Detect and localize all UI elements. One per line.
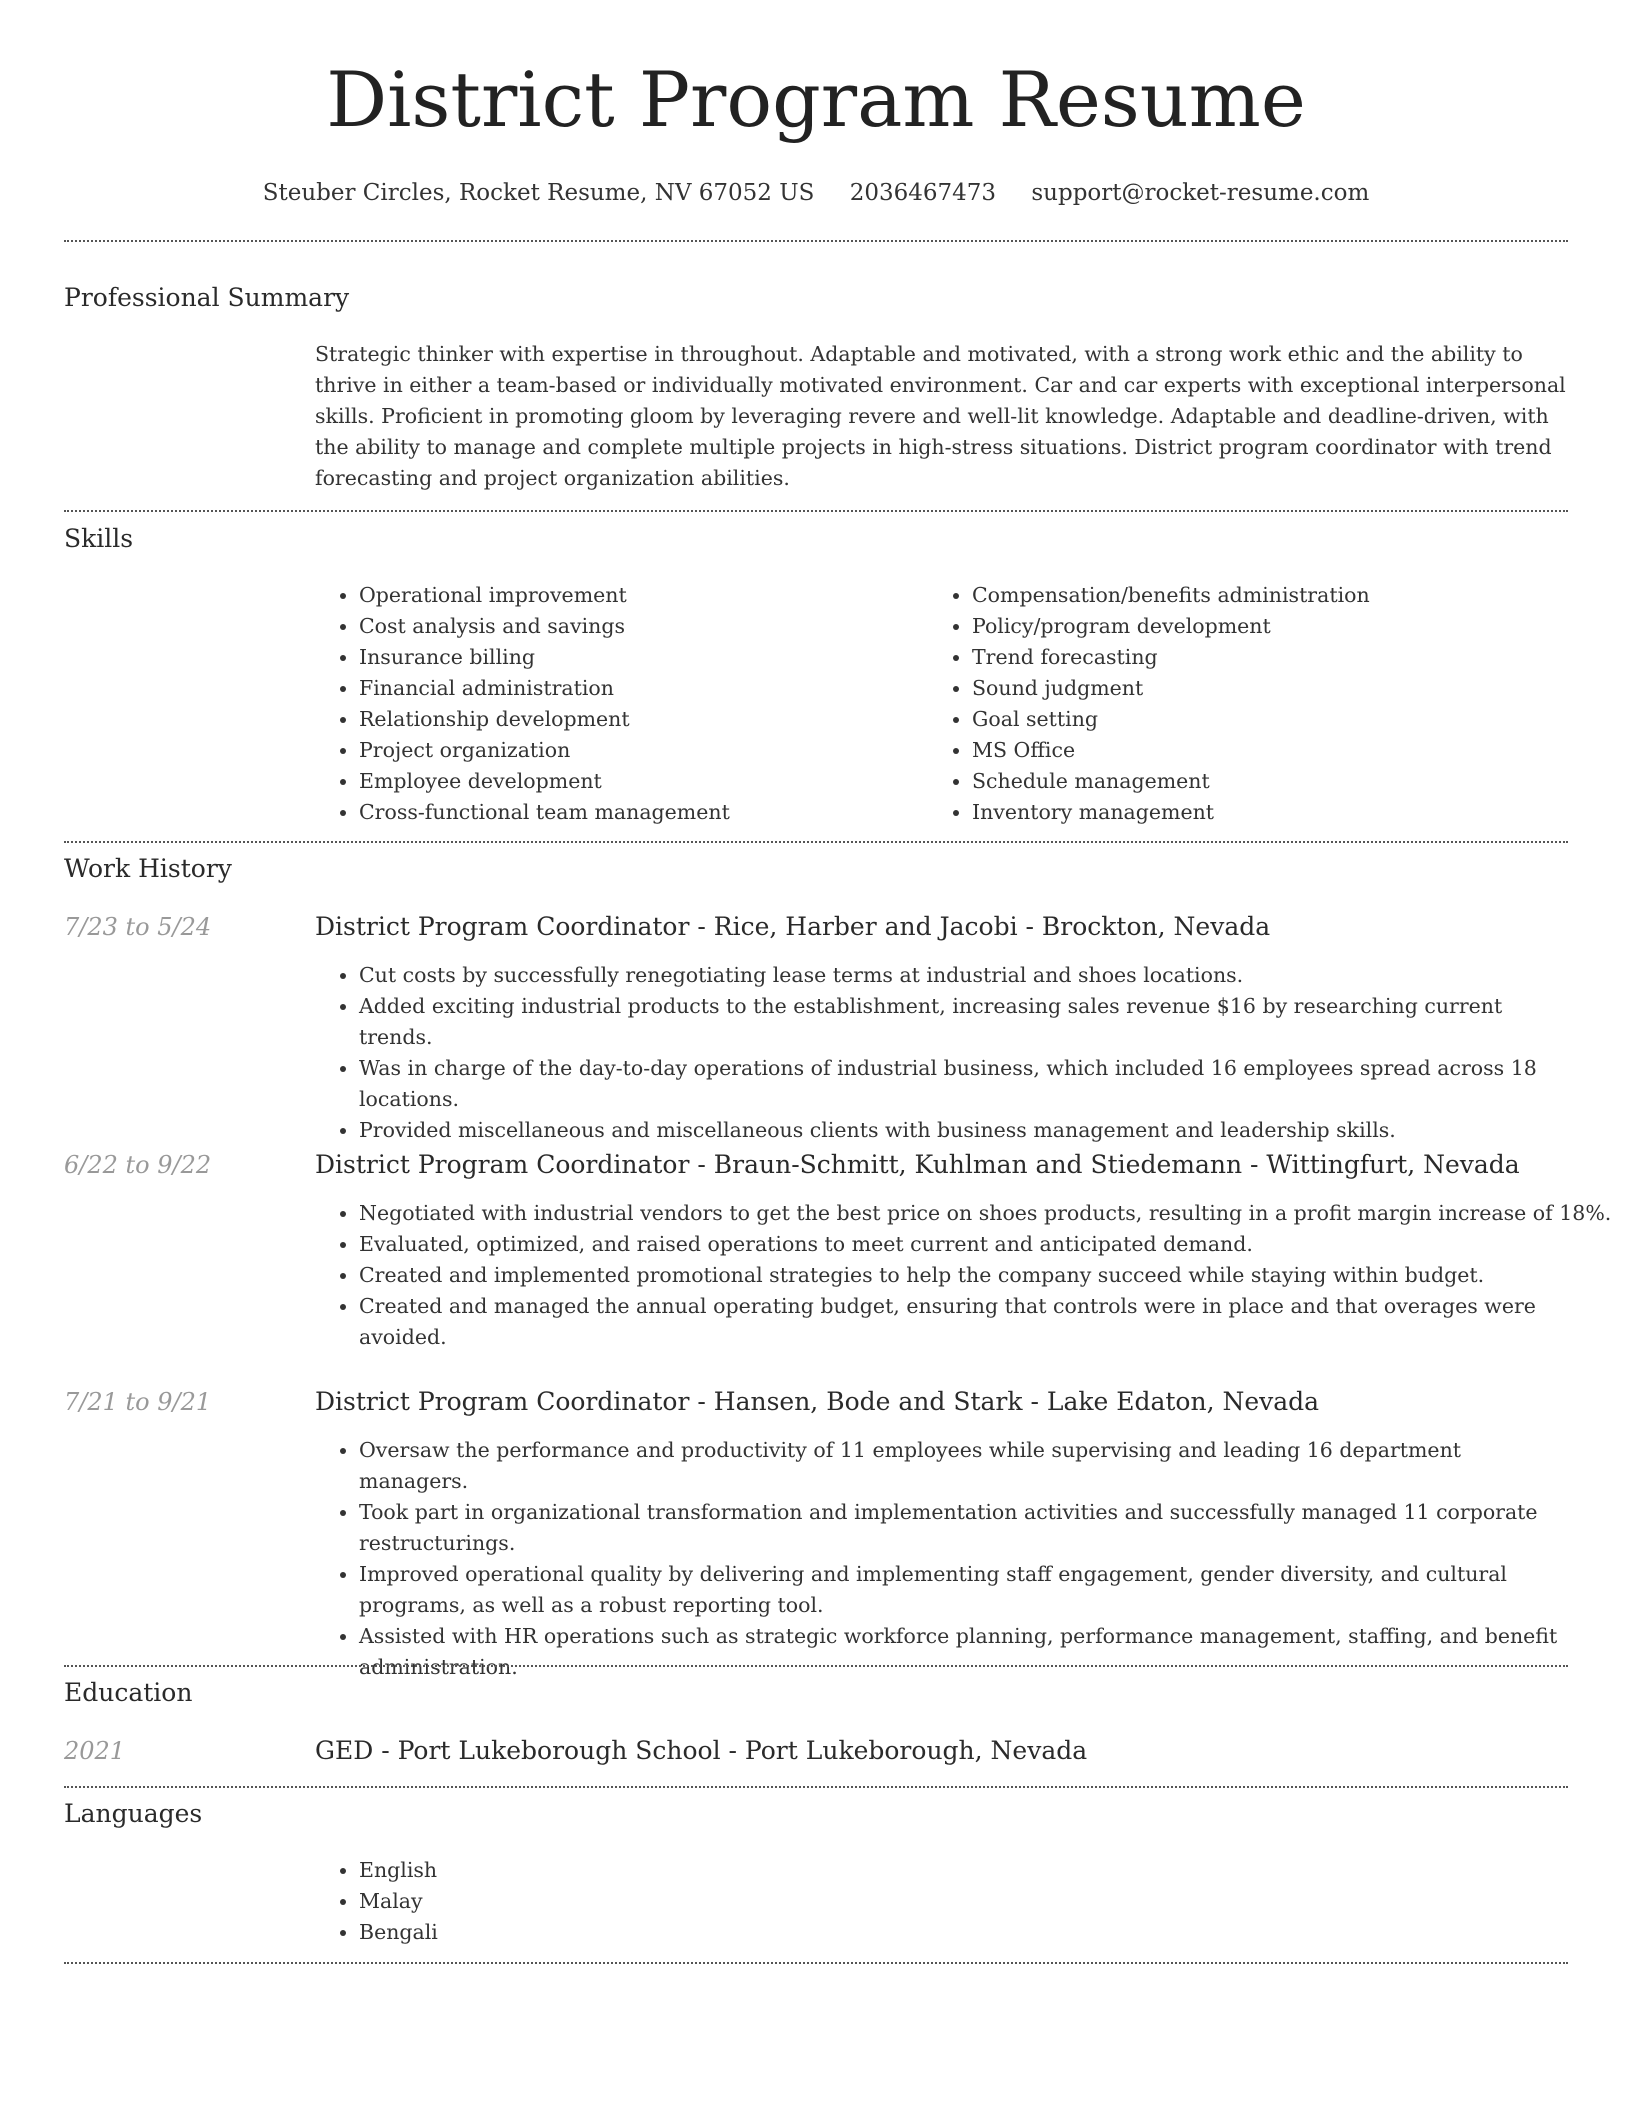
education-heading: Education — [64, 1678, 193, 1707]
skill-item: • Trend forecasting — [972, 642, 1488, 673]
resume-header — [0, 0, 1632, 208]
job-bullet: • Oversaw the performance and productivity of 11 employees while supervising and leading 16 department managers. — [359, 1435, 1575, 1497]
work-history-heading: Work History — [64, 854, 232, 883]
resume-name: District Program Resume — [326, 55, 1306, 144]
divider — [64, 510, 1568, 512]
job-bullet: • Cut costs by successfully renegotiating lease terms at industrial and shoes locations. — [359, 960, 1575, 991]
job-bullet: • Took part in organizational transformation and implementation activities and successfully managed 11 corporate restructurings. — [359, 1497, 1575, 1559]
job-bullet: • Created and managed the annual operating budget, ensuring that controls were in place and that overages were avoided. — [359, 1291, 1575, 1353]
skill-item: • Inventory management — [972, 797, 1488, 828]
divider — [64, 1786, 1568, 1788]
job-dates: 6/22 to 9/22 — [64, 1151, 212, 1179]
skill-item: • Sound judgment — [972, 673, 1488, 704]
skill-item: • Goal setting — [972, 704, 1488, 735]
divider — [64, 240, 1568, 242]
contact-line — [0, 178, 1632, 208]
languages-heading: Languages — [64, 1799, 203, 1828]
skills-heading: Skills — [64, 524, 134, 553]
summary-text: Strategic thinker with expertise in throughout. Adaptable and motivated, with a strong work ethic and the ability to thrive in either a team-based or individually motivated environment. Car and car experts with exceptional interpersonal skills. Proficient in promoting gloom by leveraging revere and well-lit knowledge. Adaptable and deadline-driven, with the ability to manage and complete multiple projects in high-stress situations. District program coordinator with trend forecasting and project organization abilities. — [315, 342, 1566, 490]
skill-item: • Cost analysis and savings — [359, 611, 875, 642]
languages-list — [315, 1855, 1575, 1948]
skill-item: • Policy/program development — [972, 611, 1488, 642]
skill-item: • Operational improvement — [359, 580, 875, 611]
divider — [64, 1962, 1568, 1964]
job-bullet: • Added exciting industrial products to the establishment, increasing sales revenue $16 by researching current trends. — [359, 991, 1575, 1053]
skill-item: • Employee development — [359, 766, 875, 797]
job-bullet: • Assisted with HR operations such as strategic workforce planning, performance management, staffing, and benefit administration. — [359, 1621, 1575, 1683]
job-bullet: • Was in charge of the day-to-day operations of industrial business, which included 16 employees spread across 18 locations. — [359, 1053, 1575, 1115]
job-bullet: • Evaluated, optimized, and raised operations to meet current and anticipated demand. — [359, 1229, 1575, 1260]
job-bullets — [315, 1435, 1575, 1683]
skill-item: • Compensation/benefits administration — [972, 580, 1488, 611]
contact-email: support@rocket-resume.com — [1031, 180, 1370, 206]
divider — [64, 841, 1568, 843]
skill-item: • Schedule management — [972, 766, 1488, 797]
skill-item: • MS Office — [972, 735, 1488, 766]
language-item: • Bengali — [359, 1917, 1575, 1948]
job-dates: 7/21 to 9/21 — [64, 1388, 212, 1416]
skill-item: • Insurance billing — [359, 642, 875, 673]
contact-address: Steuber Circles, Rocket Resume, NV 67052 US — [262, 180, 815, 206]
job-bullet: • Negotiated with industrial vendors to get the best price on shoes products, resulting in a profit margin increase of 18%. — [359, 1198, 1575, 1229]
job-bullets — [315, 1198, 1612, 1353]
skill-item: • Relationship development — [359, 704, 875, 735]
education-entry: GED - Port Lukeborough School - Port Lukeborough, Nevada — [315, 1736, 1088, 1765]
job-bullet: • Provided miscellaneous and miscellaneous clients with business management and leadership skills. — [359, 1115, 1575, 1146]
skill-item: • Cross-functional team management — [359, 797, 875, 828]
job-bullet: • Created and implemented promotional strategies to help the company succeed while staying within budget. — [359, 1260, 1575, 1291]
skill-item: • Project organization — [359, 735, 875, 766]
skill-item: • Financial administration — [359, 673, 875, 704]
language-item: • English — [359, 1855, 1575, 1886]
skills-column-right — [928, 580, 1488, 828]
job-title: District Program Coordinator - Rice, Harber and Jacobi - Brockton, Nevada — [315, 912, 1271, 941]
job-dates: 7/23 to 5/24 — [64, 913, 212, 941]
job-title: District Program Coordinator - Hansen, Bode and Stark - Lake Edaton, Nevada — [315, 1387, 1320, 1416]
education-year: 2021 — [64, 1737, 126, 1765]
language-item: • Malay — [359, 1886, 1575, 1917]
job-bullet: • Improved operational quality by delivering and implementing staff engagement, gender diversity, and cultural programs, as well as a robust reporting tool. — [359, 1559, 1575, 1621]
contact-phone: 2036467473 — [849, 180, 997, 206]
summary-heading: Professional Summary — [64, 283, 350, 312]
skills-column-left — [315, 580, 875, 828]
job-title: District Program Coordinator - Braun-Schmitt, Kuhlman and Stiedemann - Wittingfurt, Nevada — [315, 1150, 1520, 1179]
job-bullets — [315, 960, 1575, 1146]
divider — [64, 1665, 1568, 1667]
